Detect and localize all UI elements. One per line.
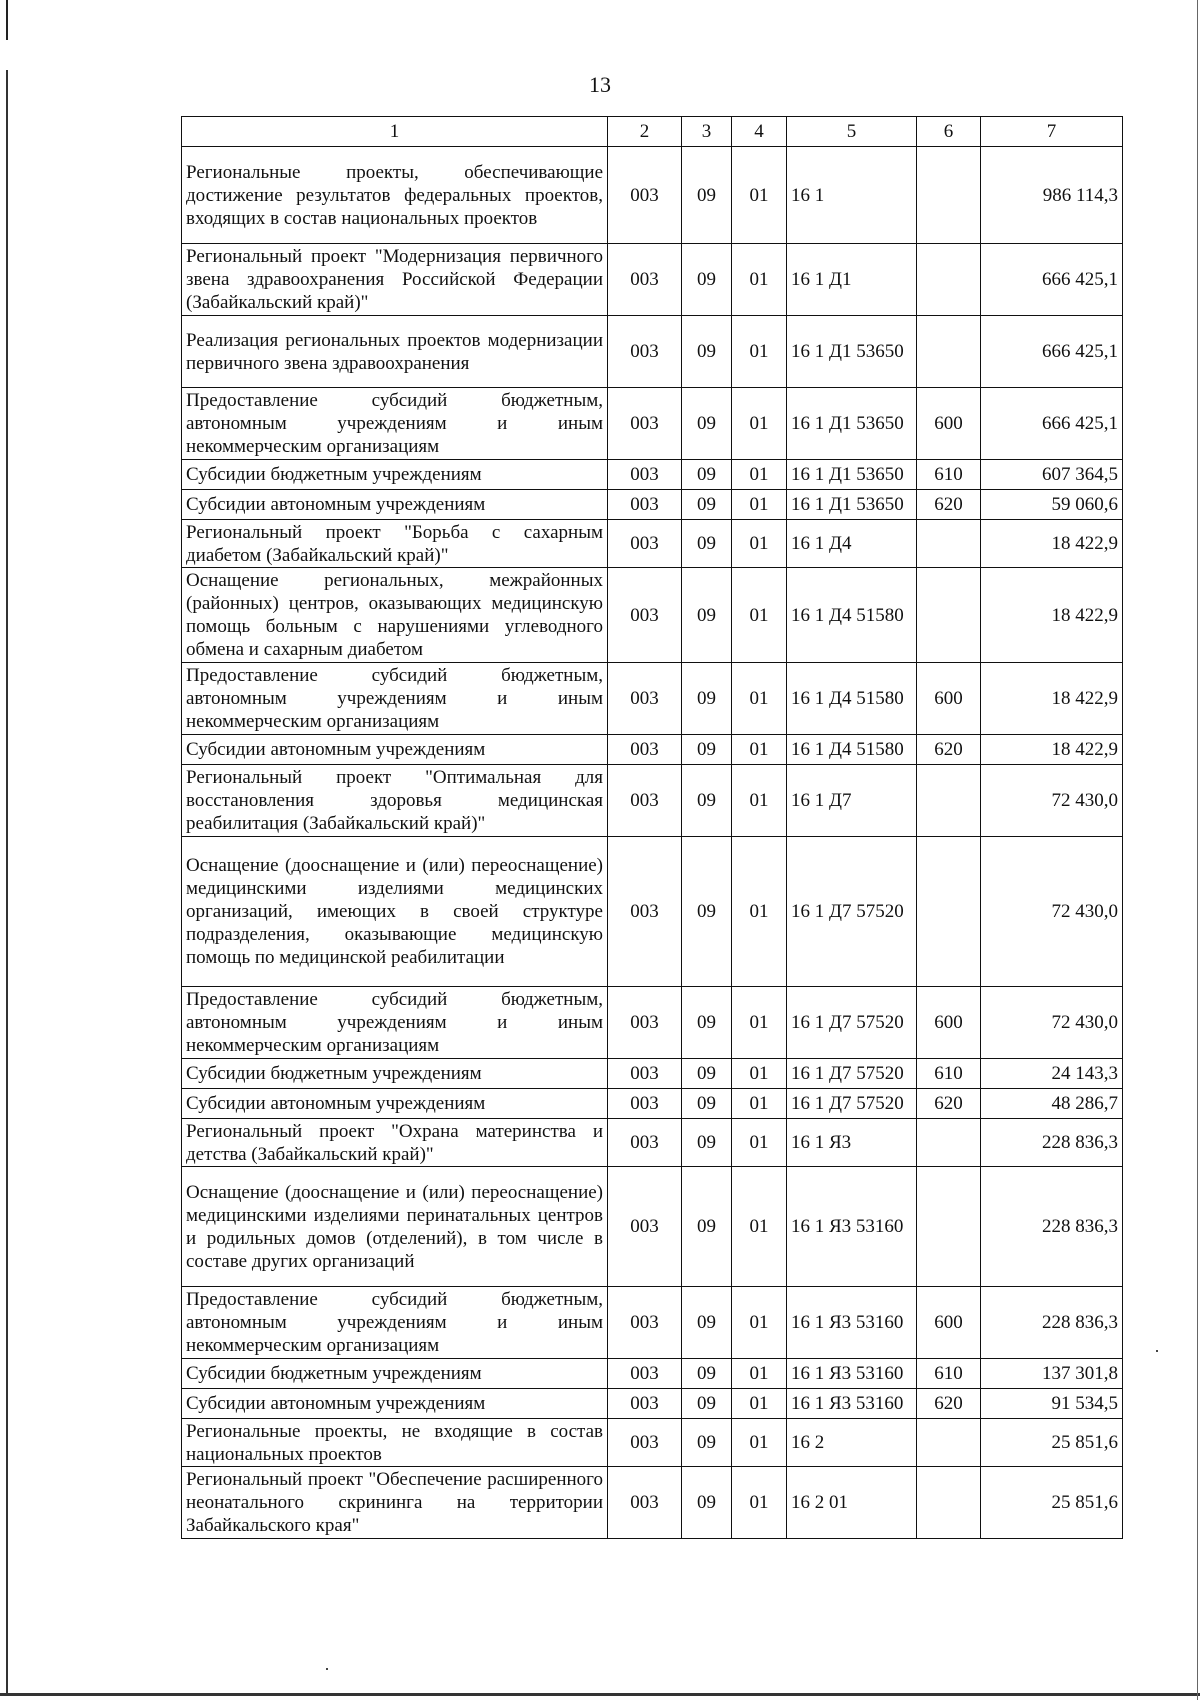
code-6-cell bbox=[917, 1419, 981, 1467]
table-row bbox=[182, 663, 1123, 735]
code-3-cell: 09 bbox=[682, 765, 732, 837]
amount-cell: 59 060,6 bbox=[981, 490, 1123, 520]
code-4-cell: 01 bbox=[732, 460, 787, 490]
amount-cell: 666 425,1 bbox=[981, 388, 1123, 460]
row-name-cell: Реализация региональных проектов модернизации первичного звена здравоохранения bbox=[182, 316, 608, 388]
code-2-cell: 003 bbox=[608, 460, 682, 490]
code-4-cell: 01 bbox=[732, 490, 787, 520]
table-row bbox=[182, 520, 1123, 568]
table-row bbox=[182, 1119, 1123, 1167]
code-4-cell: 01 bbox=[732, 316, 787, 388]
code-6-cell: 620 bbox=[917, 1389, 981, 1419]
row-name-cell: Оснащение (дооснащение и (или) переоснащение) медицинскими изделиями медицинских организаций, имеющих в своей структуре подразделения, оказывающие медицинскую помощь по медицинской реабилитации bbox=[182, 837, 608, 987]
code-5-cell: 16 1 Я3 53160 bbox=[787, 1287, 917, 1359]
table-row bbox=[182, 388, 1123, 460]
code-3-cell: 09 bbox=[682, 520, 732, 568]
code-3-cell: 09 bbox=[682, 316, 732, 388]
code-6-cell bbox=[917, 837, 981, 987]
code-6-cell bbox=[917, 1119, 981, 1167]
code-3-cell: 09 bbox=[682, 388, 732, 460]
amount-cell: 137 301,8 bbox=[981, 1359, 1123, 1389]
amount-cell: 666 425,1 bbox=[981, 244, 1123, 316]
code-4-cell: 01 bbox=[732, 987, 787, 1059]
code-3-cell: 09 bbox=[682, 987, 732, 1059]
table-header bbox=[182, 117, 1123, 147]
code-4-cell: 01 bbox=[732, 765, 787, 837]
row-name-cell: Региональный проект "Модернизация первичного звена здравоохранения Российской Федерации (Забайкальский край)" bbox=[182, 244, 608, 316]
table-row bbox=[182, 1467, 1123, 1539]
code-3-cell: 09 bbox=[682, 1287, 732, 1359]
code-5-cell: 16 1 Я3 53160 bbox=[787, 1389, 917, 1419]
code-2-cell: 003 bbox=[608, 244, 682, 316]
row-name-cell: Субсидии бюджетным учреждениям bbox=[182, 1059, 608, 1089]
code-2-cell: 003 bbox=[608, 735, 682, 765]
code-3-cell: 09 bbox=[682, 1119, 732, 1167]
code-3-cell: 09 bbox=[682, 837, 732, 987]
code-3-cell: 09 bbox=[682, 490, 732, 520]
amount-cell: 18 422,9 bbox=[981, 735, 1123, 765]
amount-cell: 72 430,0 bbox=[981, 765, 1123, 837]
amount-cell: 18 422,9 bbox=[981, 520, 1123, 568]
row-name-cell: Региональный проект "Борьба с сахарным диабетом (Забайкальский край)" bbox=[182, 520, 608, 568]
code-4-cell: 01 bbox=[732, 1167, 787, 1287]
code-2-cell: 003 bbox=[608, 987, 682, 1059]
header-cell: 6 bbox=[917, 117, 981, 147]
row-name-cell: Предоставление субсидий бюджетным, автономным учреждениям и иным некоммерческим организациям bbox=[182, 1287, 608, 1359]
code-5-cell: 16 1 Д4 51580 bbox=[787, 568, 917, 663]
amount-cell: 18 422,9 bbox=[981, 568, 1123, 663]
row-name-cell: Субсидии автономным учреждениям bbox=[182, 490, 608, 520]
row-name-cell: Региональные проекты, обеспечивающие достижение результатов федеральных проектов, входящих в состав национальных проектов bbox=[182, 147, 608, 244]
code-2-cell: 003 bbox=[608, 388, 682, 460]
code-6-cell bbox=[917, 1467, 981, 1539]
code-3-cell: 09 bbox=[682, 1059, 732, 1089]
code-2-cell: 003 bbox=[608, 1359, 682, 1389]
code-3-cell: 09 bbox=[682, 1467, 732, 1539]
amount-cell: 91 534,5 bbox=[981, 1389, 1123, 1419]
code-4-cell: 01 bbox=[732, 1467, 787, 1539]
code-5-cell: 16 1 Я3 bbox=[787, 1119, 917, 1167]
amount-cell: 25 851,6 bbox=[981, 1419, 1123, 1467]
code-6-cell: 610 bbox=[917, 460, 981, 490]
code-2-cell: 003 bbox=[608, 1467, 682, 1539]
code-5-cell: 16 1 Д1 53650 bbox=[787, 490, 917, 520]
row-name-cell: Предоставление субсидий бюджетным, автономным учреждениям и иным некоммерческим организациям bbox=[182, 388, 608, 460]
code-6-cell: 600 bbox=[917, 663, 981, 735]
code-4-cell: 01 bbox=[732, 1419, 787, 1467]
code-6-cell: 610 bbox=[917, 1059, 981, 1089]
code-6-cell bbox=[917, 316, 981, 388]
table-row bbox=[182, 490, 1123, 520]
code-5-cell: 16 1 Д7 57520 bbox=[787, 1089, 917, 1119]
amount-cell: 25 851,6 bbox=[981, 1467, 1123, 1539]
code-2-cell: 003 bbox=[608, 1419, 682, 1467]
row-name-cell: Предоставление субсидий бюджетным, автономным учреждениям и иным некоммерческим организациям bbox=[182, 663, 608, 735]
code-4-cell: 01 bbox=[732, 1089, 787, 1119]
header-cell: 5 bbox=[787, 117, 917, 147]
row-name-cell: Региональный проект "Охрана материнства и детства (Забайкальский край)" bbox=[182, 1119, 608, 1167]
code-5-cell: 16 1 Д7 57520 bbox=[787, 837, 917, 987]
scan-border bbox=[1197, 0, 1198, 1700]
table-row bbox=[182, 735, 1123, 765]
code-4-cell: 01 bbox=[732, 1359, 787, 1389]
code-5-cell: 16 1 Я3 53160 bbox=[787, 1167, 917, 1287]
table-row bbox=[182, 987, 1123, 1059]
amount-cell: 607 364,5 bbox=[981, 460, 1123, 490]
table-row bbox=[182, 147, 1123, 244]
table-row bbox=[182, 1359, 1123, 1389]
code-2-cell: 003 bbox=[608, 1119, 682, 1167]
code-2-cell: 003 bbox=[608, 568, 682, 663]
code-2-cell: 003 bbox=[608, 1389, 682, 1419]
code-4-cell: 01 bbox=[732, 147, 787, 244]
code-5-cell: 16 1 Д1 53650 bbox=[787, 316, 917, 388]
code-3-cell: 09 bbox=[682, 568, 732, 663]
code-3-cell: 09 bbox=[682, 460, 732, 490]
code-6-cell bbox=[917, 765, 981, 837]
amount-cell: 72 430,0 bbox=[981, 837, 1123, 987]
code-6-cell: 620 bbox=[917, 490, 981, 520]
row-name-cell: Субсидии бюджетным учреждениям bbox=[182, 460, 608, 490]
table-row bbox=[182, 244, 1123, 316]
code-6-cell: 600 bbox=[917, 388, 981, 460]
amount-cell: 228 836,3 bbox=[981, 1287, 1123, 1359]
row-name-cell: Региональные проекты, не входящие в состав национальных проектов bbox=[182, 1419, 608, 1467]
table-row bbox=[182, 1419, 1123, 1467]
row-name-cell: Региональный проект "Обеспечение расширенного неонатального скрининга на территории Забайкальского края" bbox=[182, 1467, 608, 1539]
code-4-cell: 01 bbox=[732, 735, 787, 765]
code-6-cell bbox=[917, 147, 981, 244]
code-3-cell: 09 bbox=[682, 244, 732, 316]
code-6-cell: 610 bbox=[917, 1359, 981, 1389]
code-6-cell bbox=[917, 244, 981, 316]
code-4-cell: 01 bbox=[732, 1389, 787, 1419]
code-4-cell: 01 bbox=[732, 1119, 787, 1167]
code-5-cell: 16 2 01 bbox=[787, 1467, 917, 1539]
code-2-cell: 003 bbox=[608, 1287, 682, 1359]
code-6-cell: 600 bbox=[917, 1287, 981, 1359]
header-cell: 7 bbox=[981, 117, 1123, 147]
code-2-cell: 003 bbox=[608, 1089, 682, 1119]
amount-cell: 228 836,3 bbox=[981, 1167, 1123, 1287]
table-row bbox=[182, 1059, 1123, 1089]
table-row bbox=[182, 316, 1123, 388]
table-body bbox=[182, 147, 1123, 1539]
code-2-cell: 003 bbox=[608, 765, 682, 837]
amount-cell: 48 286,7 bbox=[981, 1089, 1123, 1119]
row-name-cell: Субсидии автономным учреждениям bbox=[182, 1389, 608, 1419]
row-name-cell: Субсидии автономным учреждениям bbox=[182, 735, 608, 765]
code-6-cell: 620 bbox=[917, 1089, 981, 1119]
code-3-cell: 09 bbox=[682, 663, 732, 735]
code-5-cell: 16 1 Д7 57520 bbox=[787, 1059, 917, 1089]
table-row bbox=[182, 1287, 1123, 1359]
scan-border bbox=[6, 0, 8, 40]
code-6-cell: 620 bbox=[917, 735, 981, 765]
amount-cell: 986 114,3 bbox=[981, 147, 1123, 244]
row-name-cell: Оснащение региональных, межрайонных (районных) центров, оказывающих медицинскую помощь больным с нарушениями углеводного обмена и сахарным диабетом bbox=[182, 568, 608, 663]
table-row bbox=[182, 568, 1123, 663]
row-name-cell: Оснащение (дооснащение и (или) переоснащение) медицинскими изделиями перинатальных центров и родильных домов (отделений), в том числе в составе других организаций bbox=[182, 1167, 608, 1287]
row-name-cell: Региональный проект "Оптимальная для восстановления здоровья медицинская реабилитация (Забайкальский край)" bbox=[182, 765, 608, 837]
code-4-cell: 01 bbox=[732, 520, 787, 568]
header-cell: 4 bbox=[732, 117, 787, 147]
code-6-cell bbox=[917, 520, 981, 568]
header-row bbox=[182, 117, 1123, 147]
scan-border bbox=[6, 70, 8, 1695]
amount-cell: 72 430,0 bbox=[981, 987, 1123, 1059]
code-4-cell: 01 bbox=[732, 837, 787, 987]
code-2-cell: 003 bbox=[608, 316, 682, 388]
code-4-cell: 01 bbox=[732, 1287, 787, 1359]
table-row bbox=[182, 1389, 1123, 1419]
code-5-cell: 16 1 Д4 bbox=[787, 520, 917, 568]
code-6-cell bbox=[917, 568, 981, 663]
code-4-cell: 01 bbox=[732, 663, 787, 735]
budget-table bbox=[181, 116, 1123, 1539]
code-5-cell: 16 1 Д1 bbox=[787, 244, 917, 316]
code-5-cell: 16 1 Д4 51580 bbox=[787, 663, 917, 735]
table-row bbox=[182, 837, 1123, 987]
code-2-cell: 003 bbox=[608, 1167, 682, 1287]
amount-cell: 228 836,3 bbox=[981, 1119, 1123, 1167]
page-number: 13 bbox=[589, 72, 611, 97]
scan-speck bbox=[1156, 1350, 1158, 1352]
code-3-cell: 09 bbox=[682, 1089, 732, 1119]
scan-speck bbox=[326, 1668, 328, 1670]
header-cell: 1 bbox=[182, 117, 608, 147]
amount-cell: 18 422,9 bbox=[981, 663, 1123, 735]
code-5-cell: 16 1 Д7 bbox=[787, 765, 917, 837]
code-3-cell: 09 bbox=[682, 735, 732, 765]
row-name-cell: Субсидии бюджетным учреждениям bbox=[182, 1359, 608, 1389]
code-5-cell: 16 1 bbox=[787, 147, 917, 244]
code-6-cell: 600 bbox=[917, 987, 981, 1059]
header-cell: 2 bbox=[608, 117, 682, 147]
code-4-cell: 01 bbox=[732, 568, 787, 663]
code-3-cell: 09 bbox=[682, 1389, 732, 1419]
code-3-cell: 09 bbox=[682, 1419, 732, 1467]
code-5-cell: 16 1 Д4 51580 bbox=[787, 735, 917, 765]
code-2-cell: 003 bbox=[608, 1059, 682, 1089]
code-5-cell: 16 2 bbox=[787, 1419, 917, 1467]
code-3-cell: 09 bbox=[682, 1167, 732, 1287]
code-5-cell: 16 1 Д1 53650 bbox=[787, 388, 917, 460]
code-2-cell: 003 bbox=[608, 490, 682, 520]
table-row bbox=[182, 765, 1123, 837]
amount-cell: 666 425,1 bbox=[981, 316, 1123, 388]
table-row bbox=[182, 1167, 1123, 1287]
code-5-cell: 16 1 Я3 53160 bbox=[787, 1359, 917, 1389]
header-cell: 3 bbox=[682, 117, 732, 147]
code-6-cell bbox=[917, 1167, 981, 1287]
code-3-cell: 09 bbox=[682, 147, 732, 244]
code-5-cell: 16 1 Д1 53650 bbox=[787, 460, 917, 490]
code-2-cell: 003 bbox=[608, 837, 682, 987]
scan-border bbox=[0, 1693, 1200, 1696]
code-4-cell: 01 bbox=[732, 1059, 787, 1089]
code-2-cell: 003 bbox=[608, 663, 682, 735]
code-2-cell: 003 bbox=[608, 147, 682, 244]
code-5-cell: 16 1 Д7 57520 bbox=[787, 987, 917, 1059]
code-4-cell: 01 bbox=[732, 244, 787, 316]
code-3-cell: 09 bbox=[682, 1359, 732, 1389]
table-row bbox=[182, 460, 1123, 490]
amount-cell: 24 143,3 bbox=[981, 1059, 1123, 1089]
row-name-cell: Предоставление субсидий бюджетным, автономным учреждениям и иным некоммерческим организациям bbox=[182, 987, 608, 1059]
code-4-cell: 01 bbox=[732, 388, 787, 460]
row-name-cell: Субсидии автономным учреждениям bbox=[182, 1089, 608, 1119]
code-2-cell: 003 bbox=[608, 520, 682, 568]
table-row bbox=[182, 1089, 1123, 1119]
